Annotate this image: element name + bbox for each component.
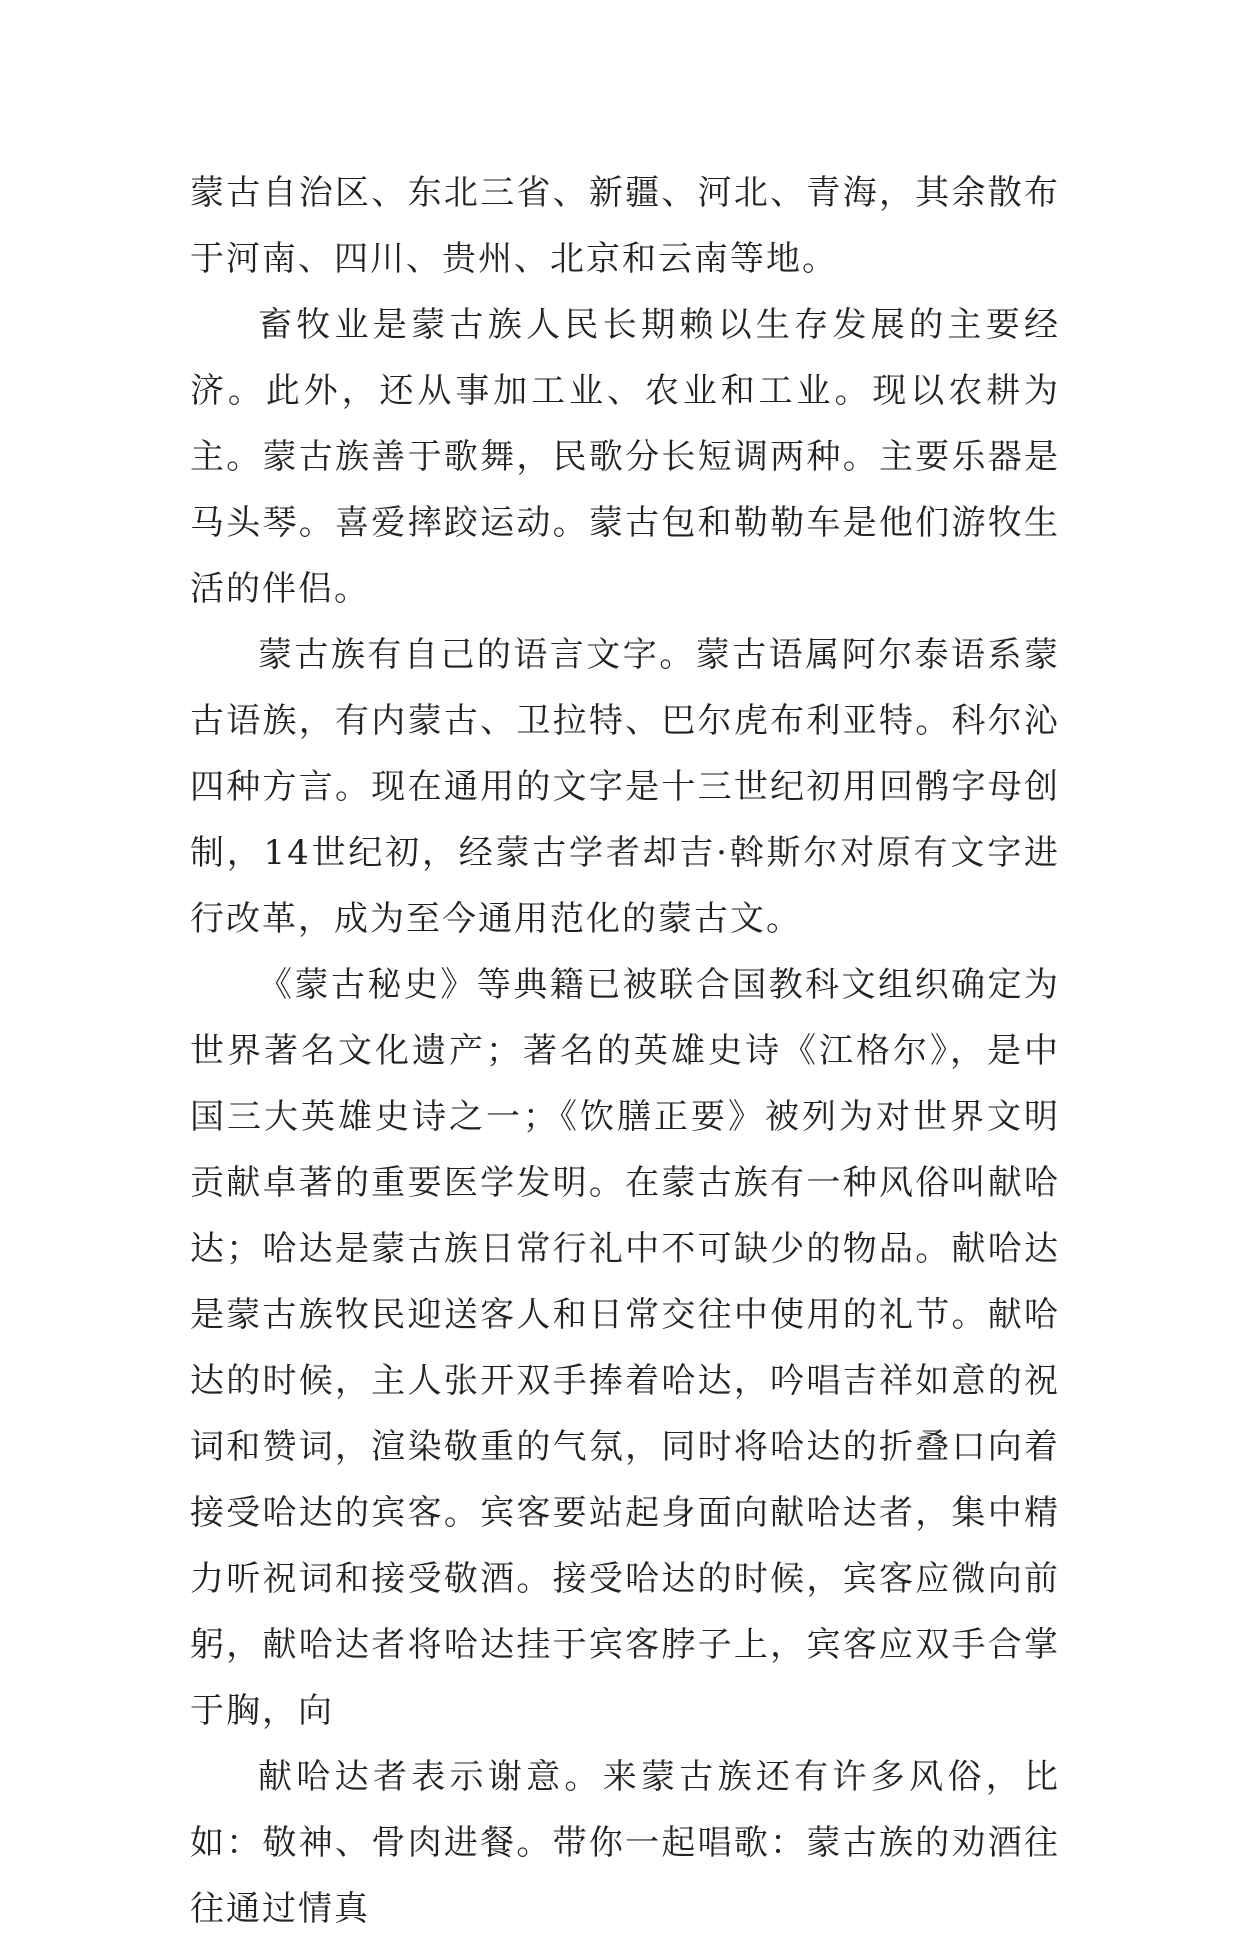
- document-body: [190, 160, 1060, 1942]
- paragraph-2: 畜牧业是蒙古族人民长期赖以生存发展的主要经济。此外，还从事加工业、农业和工业。现以农耕为主。蒙古族善于歌舞，民歌分长短调两种。主要乐器是马头琴。喜爱摔跤运动。蒙古包和勒勒车是他们游牧生活的伴侣。: [190, 305, 1060, 609]
- paragraph-5: 献哈达者表示谢意。来蒙古族还有许多风俗，比如：敬神、骨肉进餐。带你一起唱歌：蒙古族的劝酒往往通过情真: [190, 1757, 1060, 1929]
- paragraph-1: 蒙古自治区、东北三省、新疆、河北、青海，其余散布于河南、四川、贵州、北京和云南等地。: [190, 173, 1060, 279]
- paragraph-4: 《蒙古秘史》等典籍已被联合国教科文组织确定为世界著名文化遗产；著名的英雄史诗《江格尔》，是中国三大英雄史诗之一；《饮膳正要》被列为对世界文明贡献卓著的重要医学发明。在蒙古族有一种风俗叫献哈达；哈达是蒙古族日常行礼中不可缺少的物品。献哈达是蒙古族牧民迎送客人和日常交往中使用的礼节。献哈达的时候，主人张开双手捧着哈达，吟唱吉祥如意的祝词和赞词，渲染敬重的气氛，同时将哈达的折叠口向着接受哈达的宾客。宾客要站起身面向献哈达者，集中精力听祝词和接受敬酒。接受哈达的时候，宾客应微向前躬，献哈达者将哈达挂于宾客脖子上，宾客应双手合掌于胸，向: [190, 965, 1060, 1731]
- paragraph-3: 蒙古族有自己的语言文字。蒙古语属阿尔泰语系蒙古语族，有内蒙古、卫拉特、巴尔虎布利亚特。科尔沁四种方言。现在通用的文字是十三世纪初用回鹘字母创制，14世纪初，经蒙古学者却吉·斡斯尔对原有文字进行改革，成为至今通用范化的蒙古文。: [190, 635, 1060, 939]
